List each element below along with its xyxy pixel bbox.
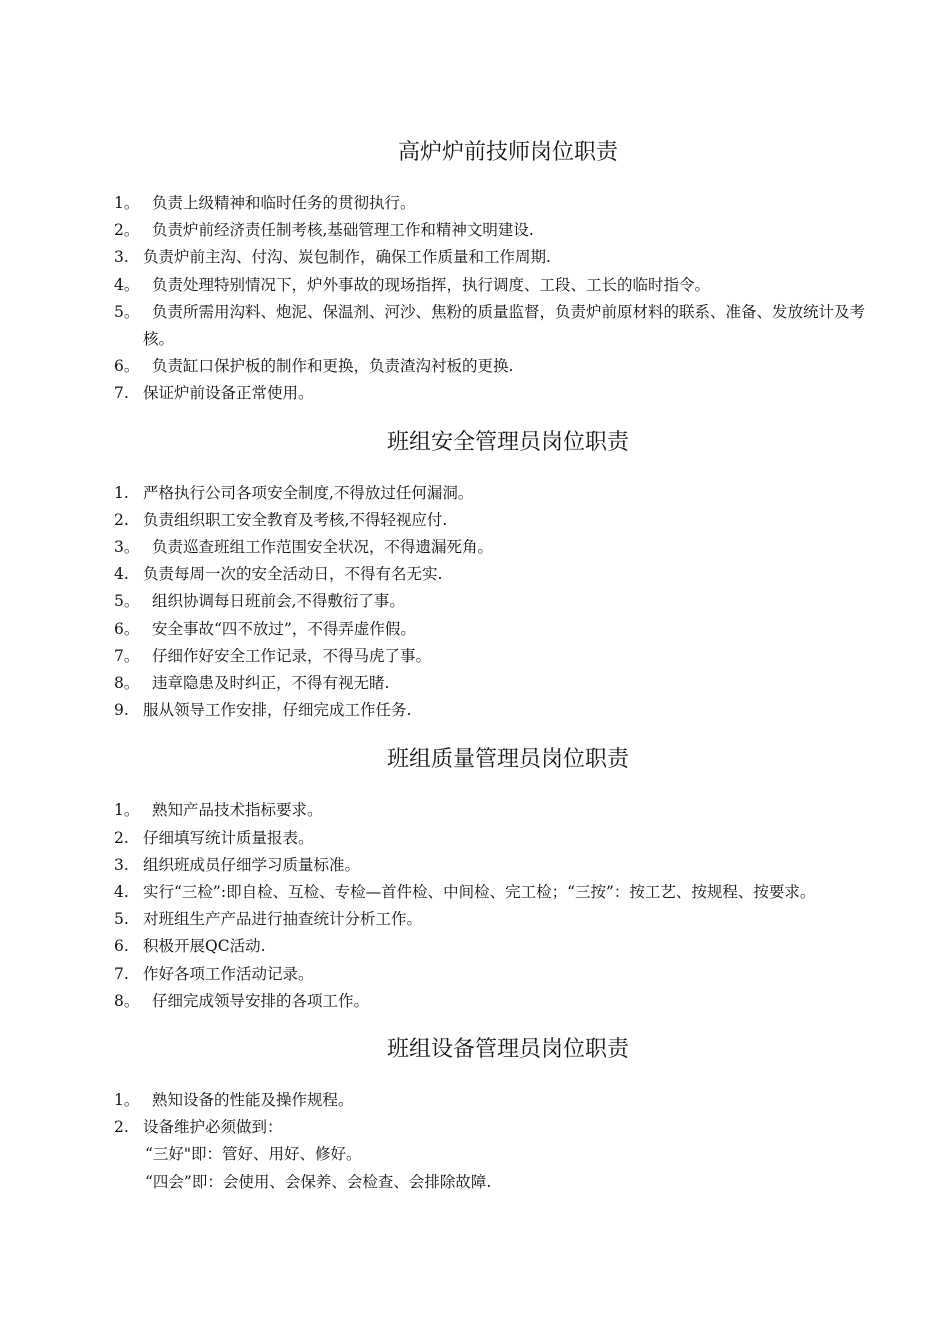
item-number: 2. [114, 510, 129, 529]
section-title: 高炉炉前技师岗位职责 [397, 140, 618, 165]
item-text: 作好各项工作活动记录。 [143, 964, 314, 983]
item-number: 5。 [114, 302, 140, 321]
list-item [114, 534, 882, 561]
list-item [114, 190, 882, 217]
item-number: 1。 [114, 194, 140, 212]
item-number: 2. [114, 1118, 129, 1137]
section-equipment-manager [114, 1029, 882, 1196]
item-text: 负责炉前主沟、付沟、炭包制作，确保工作质量和工作周期. [143, 248, 551, 267]
item-text: 组织协调每日班前会,不得敷衍了事。 [152, 592, 405, 611]
list-item [114, 217, 882, 244]
item-text: 负责上级精神和临时任务的贯彻执行。 [152, 194, 416, 212]
item-text: 对班组生产产品进行抽查统计分析工作。 [143, 910, 423, 929]
item-number: 4. [114, 565, 129, 584]
item-number: 6。 [114, 357, 140, 376]
list-item [114, 879, 882, 906]
list-item [114, 988, 882, 1015]
list-item [114, 852, 882, 879]
section-safety-manager [114, 422, 882, 725]
section-quality-manager [114, 739, 882, 1015]
item-text: 服从领导工作安排，仔细完成工作任务. [143, 701, 412, 720]
list-item [114, 380, 882, 407]
item-number: 3. [114, 855, 129, 874]
section-furnace-technician [114, 132, 882, 408]
item-text: 仔细作好安全工作记录，不得马虎了事。 [152, 646, 432, 665]
item-number: 7. [114, 384, 129, 403]
item-number: 1。 [114, 801, 140, 820]
item-number: 6. [114, 937, 129, 956]
item-text: 负责所需用沟料、炮泥、保温剂、河沙、焦粉的质量监督，负责炉前原材料的联系、准备、发放统计及考核。 [143, 302, 866, 349]
item-number: 5. [114, 910, 129, 929]
item-text: 负责炉前经济责任制考核,基础管理工作和精神文明建设. [152, 221, 534, 240]
list-item [114, 299, 882, 353]
item-text: 组织班成员仔细学习质量标准。 [143, 855, 361, 874]
item-number: 4。 [114, 275, 140, 294]
item-text: 熟知设备的性能及操作规程。 [152, 1091, 354, 1110]
item-text: 仔细完成领导安排的各项工作。 [152, 991, 370, 1010]
list-item [114, 1087, 882, 1114]
item-text: 安全事故“四不放过”，不得弄虚作假。 [152, 619, 416, 638]
item-text: 负责巡查班组工作范围安全状况，不得遗漏死角。 [152, 538, 494, 557]
list-item [114, 244, 882, 271]
item-text: 保证炉前设备正常使用。 [143, 384, 314, 403]
item-number: 9. [114, 701, 129, 720]
list-item [114, 933, 882, 960]
item-text: 负责缸口保护板的制作和更换，负责渣沟衬板的更换. [152, 357, 514, 376]
item-number: 8。 [114, 991, 140, 1010]
list-item [114, 1114, 882, 1141]
list-item [114, 961, 882, 988]
item-number: 7. [114, 964, 129, 983]
list-item [114, 697, 882, 724]
duty-list [114, 190, 882, 408]
list-item [114, 272, 882, 299]
list-item [114, 797, 882, 824]
item-number: 7。 [114, 646, 140, 665]
list-item [114, 480, 882, 507]
list-item [114, 670, 882, 697]
list-item [114, 353, 882, 380]
list-item [114, 507, 882, 534]
item-text: 积极开展QC活动. [143, 937, 266, 956]
duty-list [114, 797, 882, 1015]
list-item [114, 561, 882, 588]
item-text: 严格执行公司各项安全制度,不得放过任何漏洞。 [143, 483, 474, 502]
sub-line-four-can: “四会”即：会使用、会保养、会检查、会排除故障. [145, 1172, 492, 1191]
item-number: 2。 [114, 221, 140, 240]
section-title: 班组安全管理员岗位职责 [386, 429, 629, 455]
sub-line-three-good: “三好"即：管好、用好、修好。 [145, 1145, 362, 1164]
item-number: 8。 [114, 674, 140, 693]
section-title: 班组设备管理员岗位职责 [386, 1037, 629, 1063]
list-item [114, 643, 882, 670]
duty-list [114, 480, 882, 725]
list-item [114, 906, 882, 933]
list-item [114, 616, 882, 643]
item-text: 实行“三检”:即自检、互检、专检—首件检、中间检、完工检；“三按”：按工艺、按规程、按要求。 [143, 883, 816, 902]
item-number: 2. [114, 828, 129, 847]
item-number: 3. [114, 248, 129, 267]
item-text: 负责处理特别情况下，炉外事故的现场指挥，执行调度、工段、工长的临时指令。 [152, 275, 711, 294]
item-number: 1。 [114, 1091, 140, 1110]
item-text: 违章隐患及时纠正，不得有视无睹. [152, 674, 390, 693]
item-number: 6。 [114, 619, 140, 638]
item-text: 仔细填写统计质量报表。 [143, 828, 314, 847]
item-text: 负责每周一次的安全活动日，不得有名无实. [143, 565, 443, 584]
list-item [114, 825, 882, 852]
item-number: 1. [114, 483, 129, 502]
item-text: 熟知产品技术指标要求。 [152, 801, 323, 820]
duty-list [114, 1087, 882, 1141]
item-number: 5。 [114, 592, 140, 611]
item-number: 3。 [114, 538, 140, 557]
section-title: 班组质量管理员岗位职责 [386, 747, 629, 773]
item-text: 设备维护必须做到： [143, 1118, 283, 1137]
item-text: 负责组织职工安全教育及考核,不得轻视应付. [143, 510, 448, 529]
list-item [114, 588, 882, 615]
item-number: 4. [114, 883, 129, 902]
